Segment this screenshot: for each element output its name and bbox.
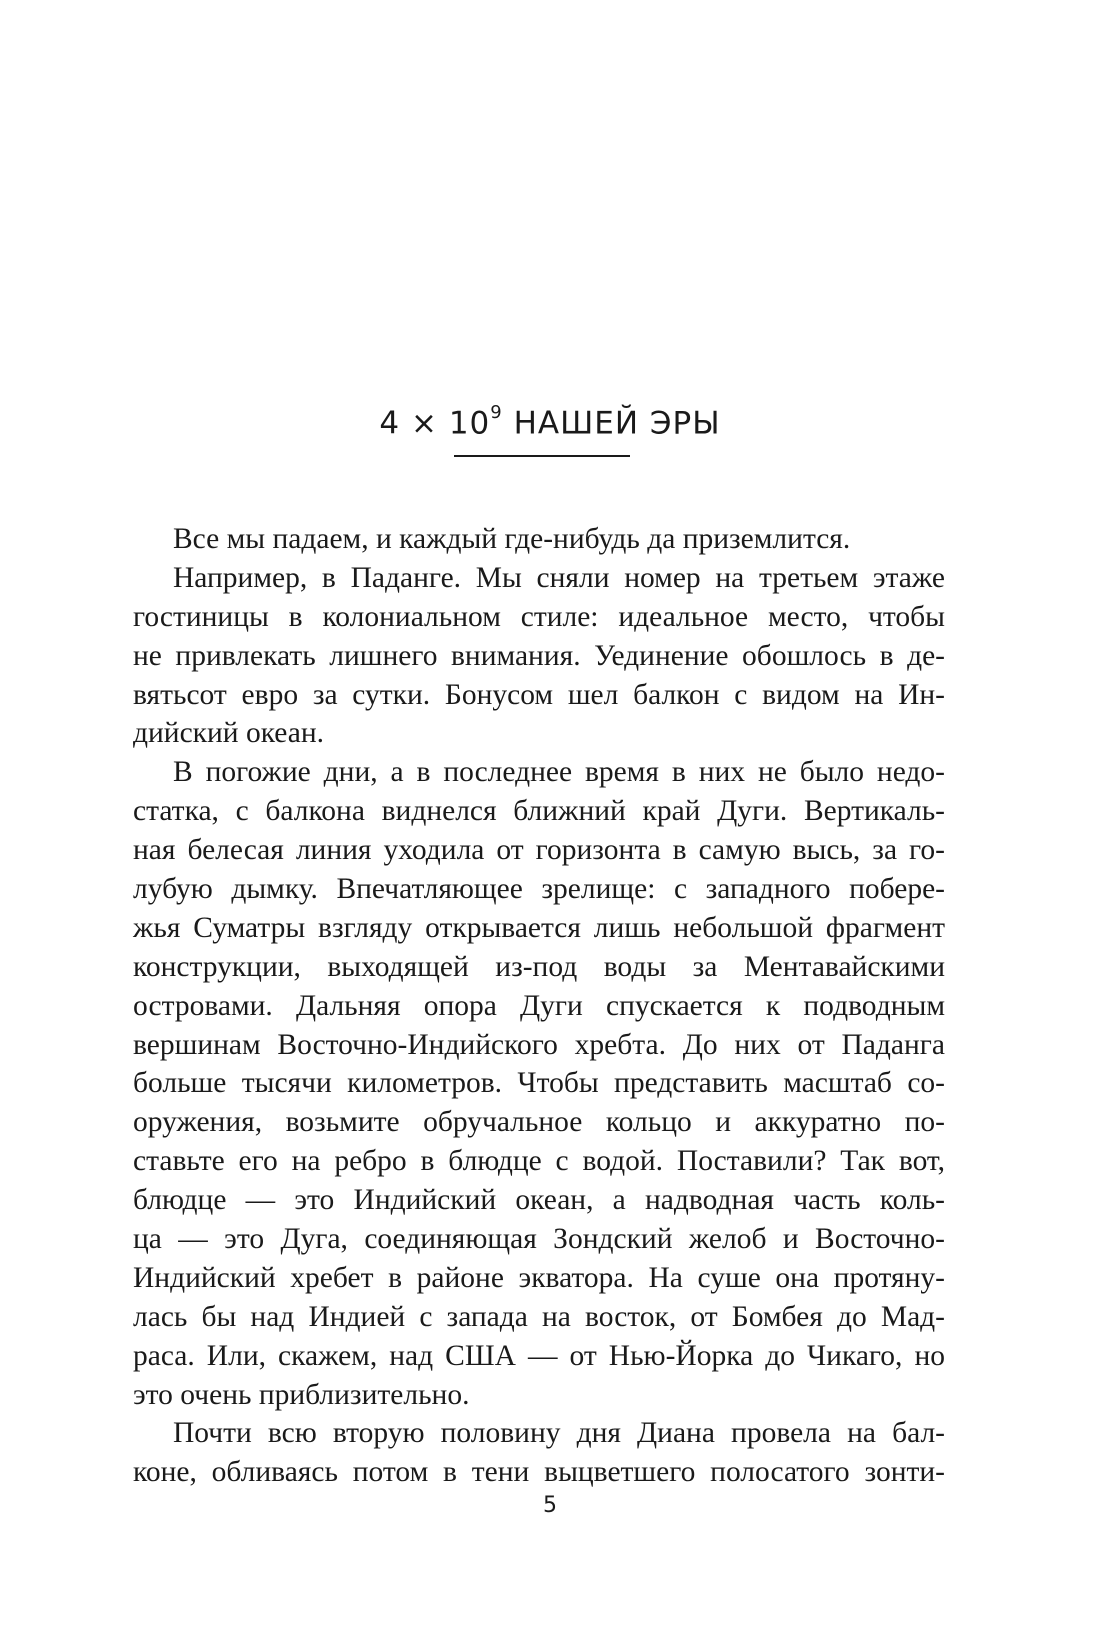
text-line: конструкции, выходящей из-под воды за Ментавайскими	[133, 950, 945, 983]
paragraph-1	[133, 520, 945, 559]
text-line: В погожие дни, а в последнее время в них не было недо-	[173, 756, 945, 789]
title-divider	[454, 455, 630, 457]
text-line: ная белесая линия уходила от горизонта в самую высь, за го-	[133, 834, 945, 867]
paragraph-4	[133, 1414, 945, 1492]
text-line: Например, в Паданге. Мы сняли номер на третьем этаже	[173, 561, 945, 594]
text-line: дийский океан.	[133, 717, 325, 750]
text-line: ца — это Дуга, соединяющая Зондский желоб и Восточно-	[133, 1223, 945, 1256]
text-line: Почти всю вторую половину дня Диана провела на бал-	[173, 1417, 945, 1450]
text-line: лась бы над Индией с запада на восток, от Бомбея до Мад-	[133, 1300, 945, 1333]
text-line: вятьсот евро за сутки. Бонусом шел балкон с видом на Ин-	[133, 678, 945, 711]
text-line: ставьте его на ребро в блюдце с водой. Поставили? Так вот,	[133, 1145, 945, 1178]
text-line: не привлекать лишнего внимания. Уединение обошлось в де-	[133, 639, 945, 672]
text-line: блюдце — это Индийский океан, а надводная часть коль-	[133, 1184, 945, 1217]
body-text	[133, 520, 945, 1492]
page-number: 5	[543, 1493, 557, 1518]
text-line: гостиницы в колониальном стиле: идеальное место, чтобы	[133, 600, 945, 633]
text-line: Все мы падаем, и каждый где-нибудь да приземлится.	[173, 523, 851, 555]
text-line: статка, с балкона виднелся ближний край Дуги. Вертикаль-	[133, 795, 945, 828]
text-line: островами. Дальняя опора Дуги спускается к подводным	[133, 989, 945, 1022]
chapter-title-prefix: 4 × 10	[379, 405, 491, 442]
text-line: больше тысячи километров. Чтобы представить масштаб со-	[133, 1067, 945, 1100]
text-line: раса. Или, скажем, над США — от Нью-Йорка до Чикаго, но	[133, 1339, 945, 1372]
text-line: коне, обливаясь потом в тени выцветшего полосатого зонти-	[133, 1456, 945, 1489]
paragraph-3	[133, 753, 945, 1414]
text-line: вершинам Восточно-Индийского хребта. До них от Паданга	[133, 1028, 945, 1061]
chapter-title-exponent: 9	[490, 402, 503, 423]
text-line: жья Суматры взгляду открывается лишь небольшой фрагмент	[133, 911, 945, 944]
paragraph-2	[133, 559, 945, 753]
chapter-title	[0, 395, 1100, 445]
text-line: лубую дымку. Впечатляющее зрелище: с западного побере-	[133, 873, 945, 906]
text-line: оружения, возьмите обручальное кольцо и аккуратно по-	[133, 1106, 945, 1139]
text-line: это очень приблизительно.	[133, 1378, 470, 1411]
text-line: Индийский хребет в районе экватора. На суше она протяну-	[133, 1261, 945, 1294]
chapter-title-suffix: НАШЕЙ ЭРЫ	[502, 405, 721, 442]
